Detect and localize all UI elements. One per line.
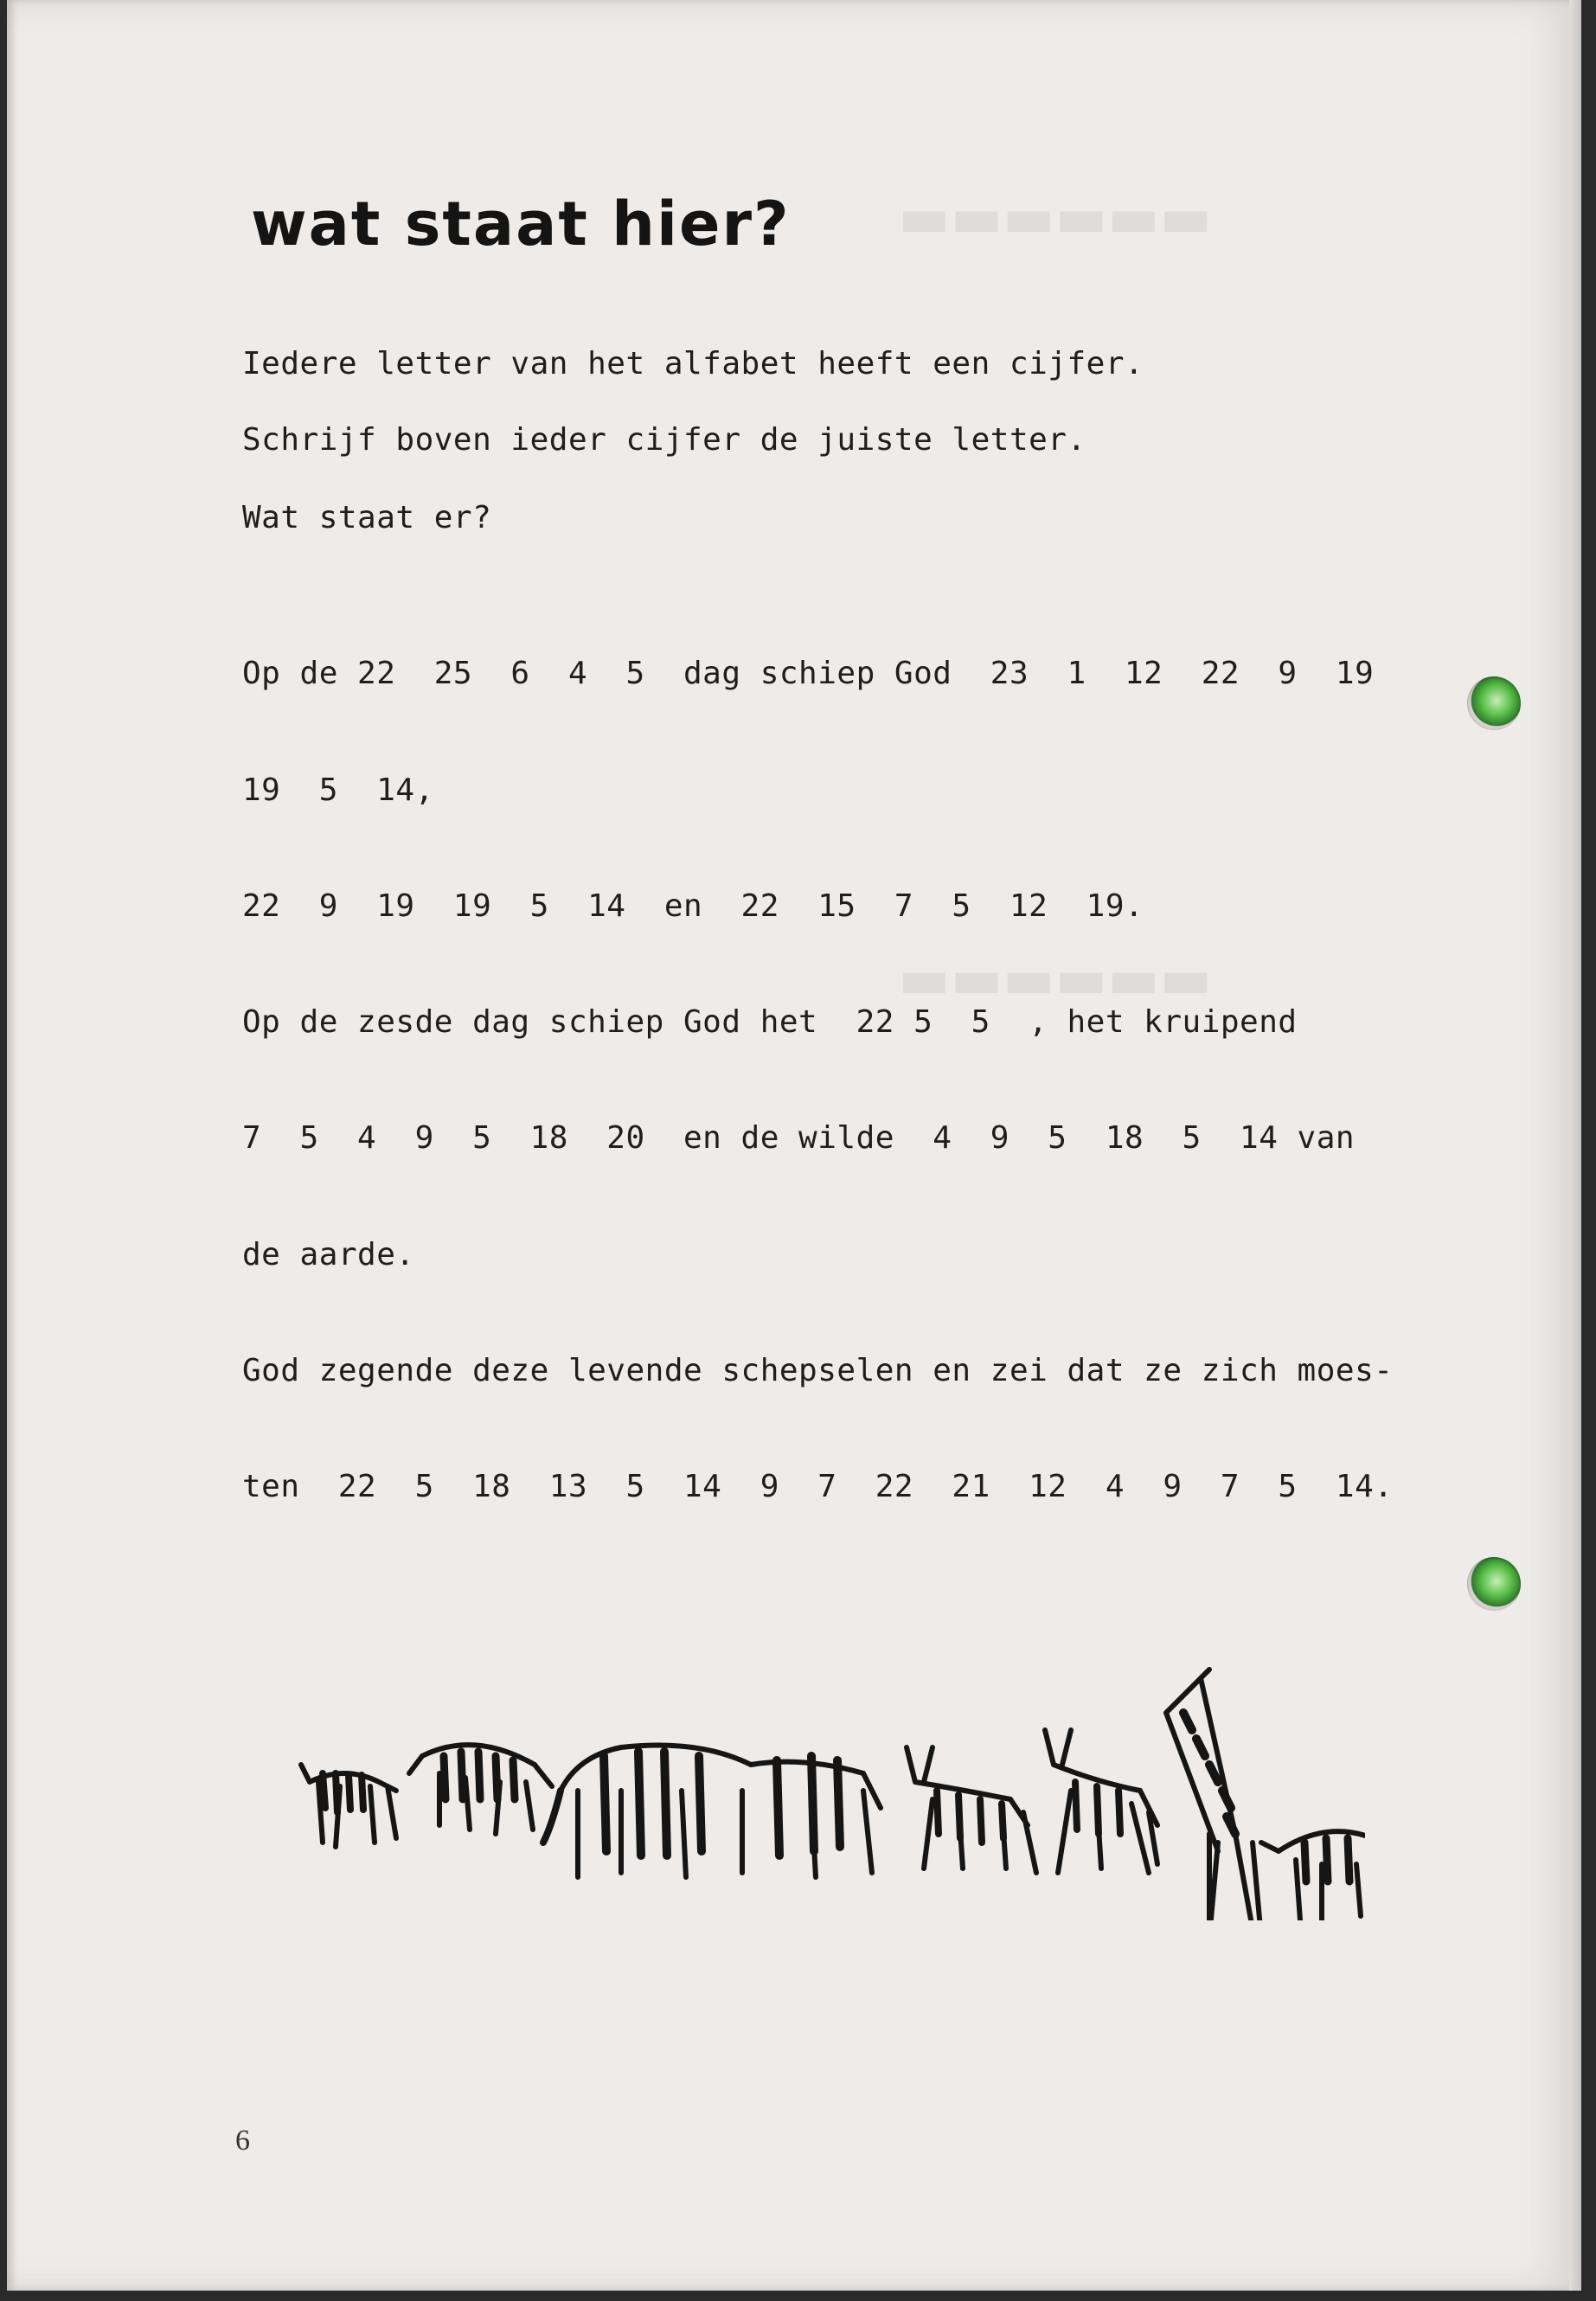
intro-line-3: Wat staat er?	[242, 500, 492, 535]
page-title: wat staat hier?	[251, 189, 791, 260]
puzzle-line-1: Op de 22 25 6 4 5 dag schiep God 23 1 12 22 9 19	[242, 656, 1375, 691]
page	[7, 0, 1581, 2291]
binder-hole-bottom	[1467, 1557, 1521, 1611]
page-number: 6	[235, 2125, 250, 2157]
puzzle-line-4: Op de zesde dag schiep God het 22 5 5 , het kruipend	[242, 1004, 1298, 1040]
puzzle-line-8: ten 22 5 18 13 5 14 9 7 22 21 12 4 9 7 5 14.	[242, 1469, 1394, 1504]
page-edge	[1569, 0, 1581, 2291]
puzzle-line-7: God zegende deze levende schepselen en zei dat ze zich moes-	[242, 1353, 1394, 1388]
intro-line-2: Schrijf boven ieder cijfer de juiste letter.	[242, 422, 1086, 458]
intro-line-1: Iedere letter van het alfabet heeft een cijfer.	[242, 346, 1144, 381]
puzzle-line-5: 7 5 4 9 5 18 20 en de wilde 4 9 5 18 5 14 van	[242, 1120, 1356, 1156]
puzzle-line-6: de aarde.	[242, 1237, 415, 1272]
show-through-2: ▬▬▬▬▬▬	[898, 947, 1212, 1011]
puzzle-line-2: 19 5 14,	[242, 772, 434, 808]
puzzle-line-3: 22 9 19 19 5 14 en 22 15 7 5 12 19.	[242, 888, 1144, 924]
show-through: ▬▬▬▬▬▬	[898, 186, 1212, 250]
binder-hole-top	[1467, 676, 1521, 730]
animals-frieze-icon	[292, 1661, 1365, 1920]
